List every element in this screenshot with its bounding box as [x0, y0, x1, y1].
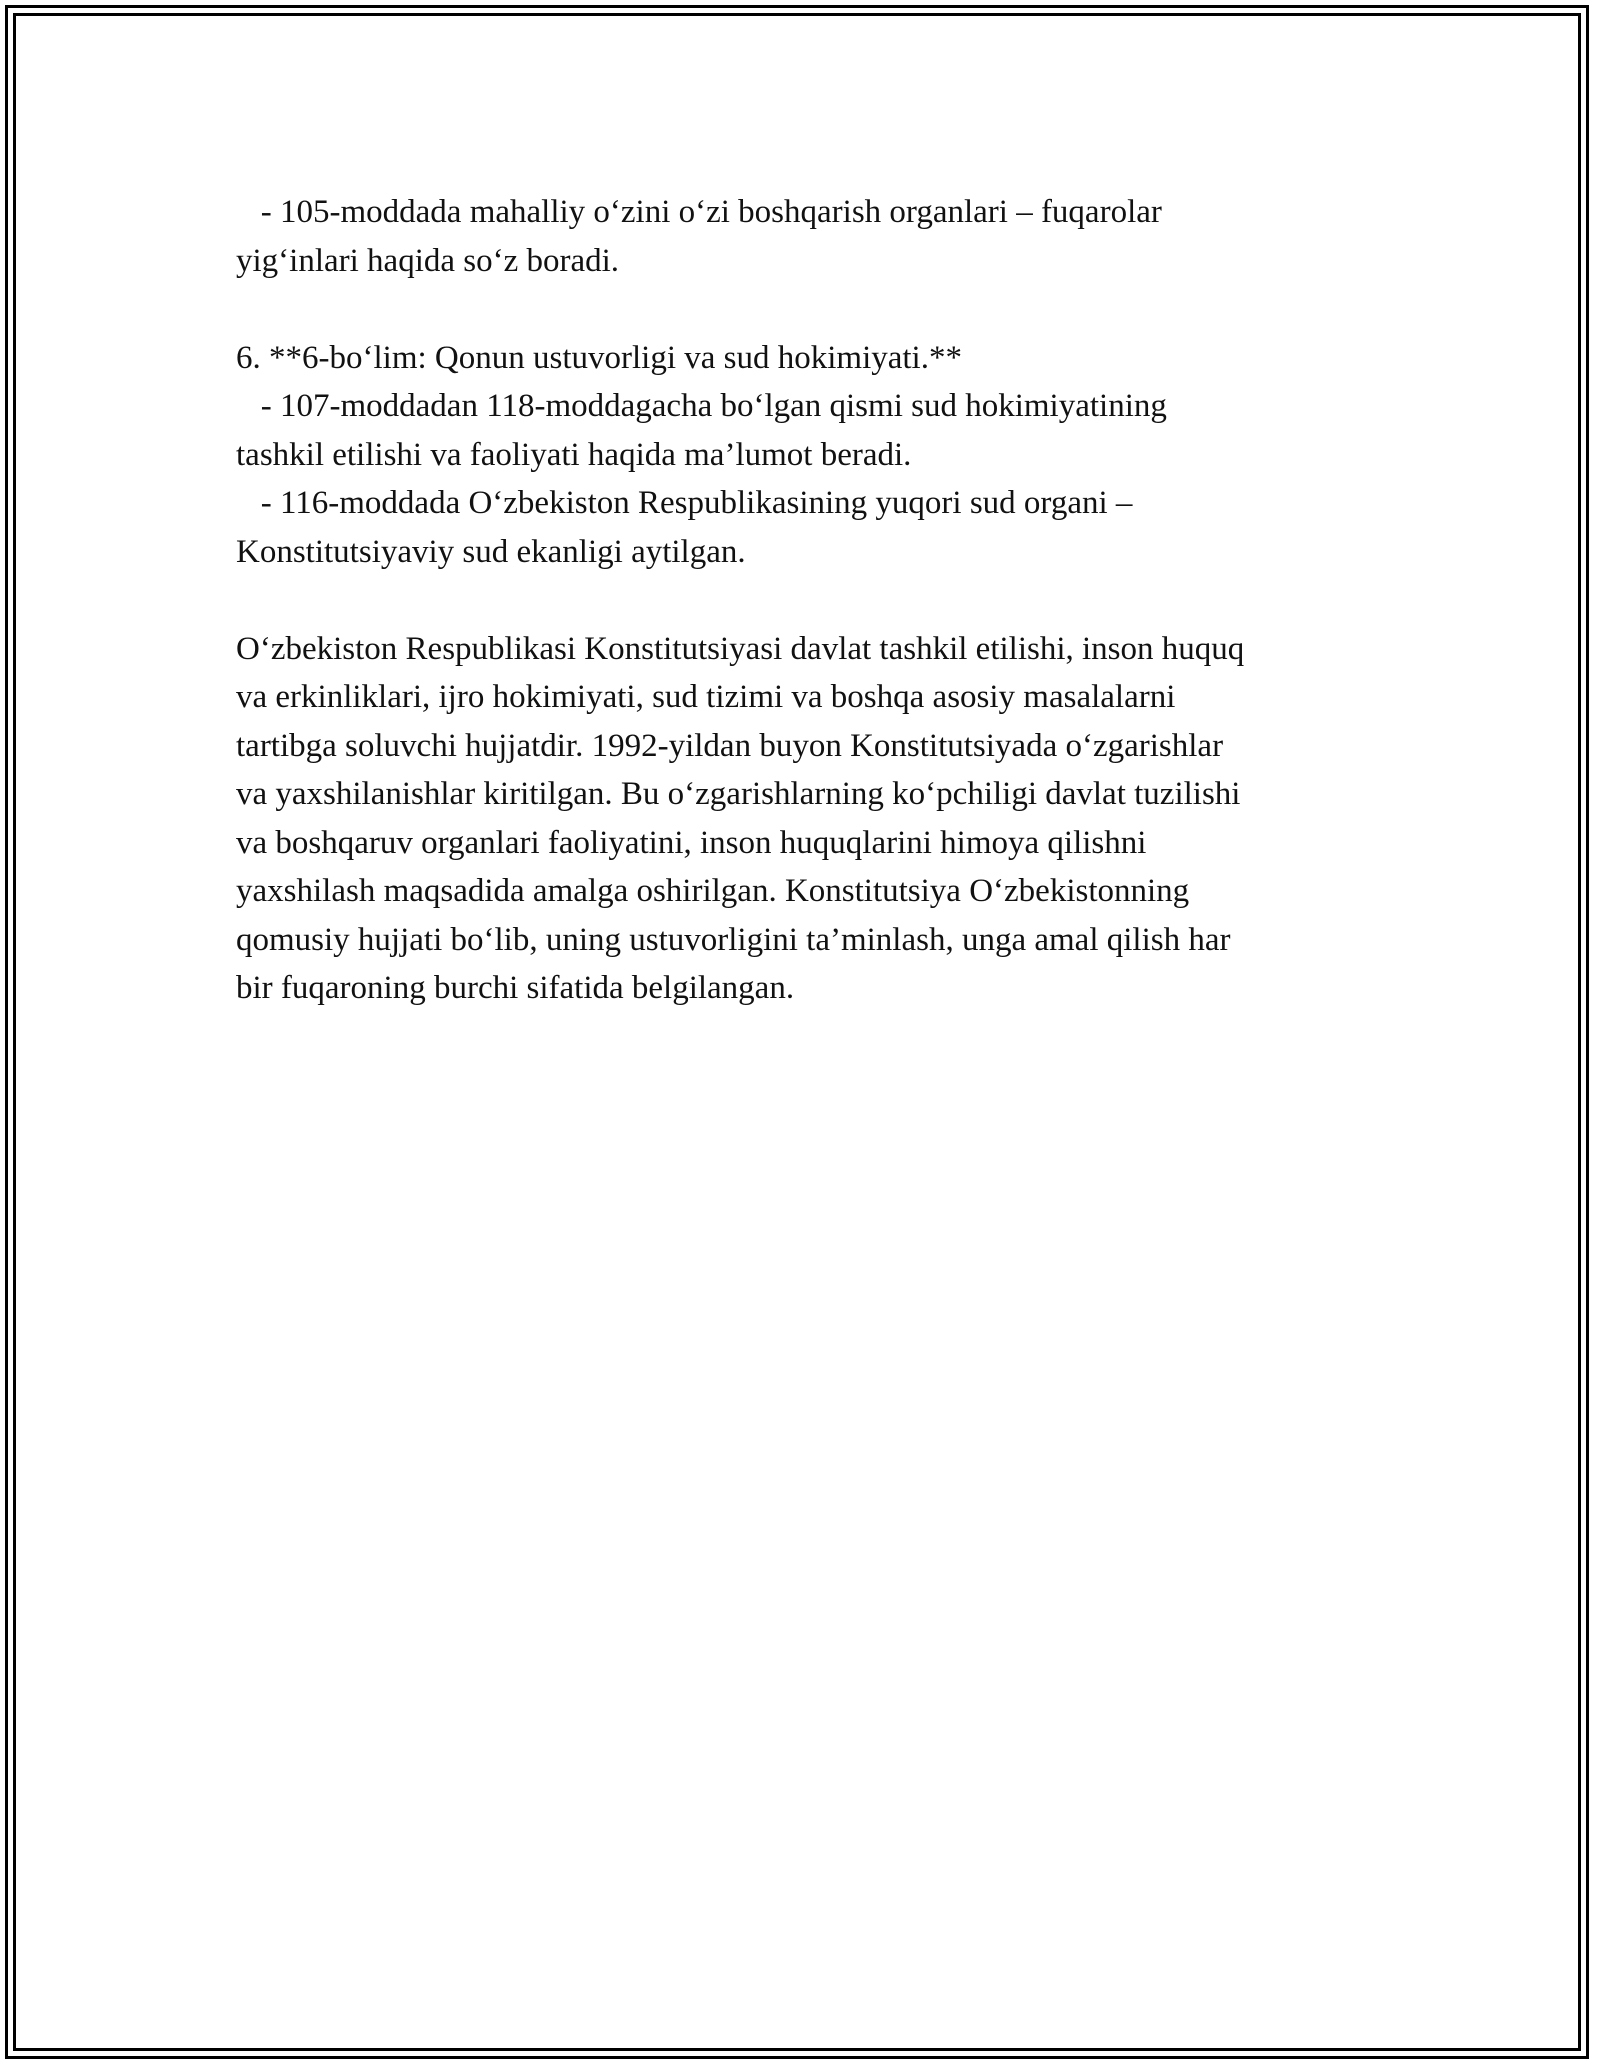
- text-line: qomusiy hujjati bo‘lib, uning ustuvorligini ta’minlash, unga amal qilish har: [236, 921, 1231, 958]
- text-line: tartibga soluvchi hujjatdir. 1992-yildan buyon Konstitutsiyada o‘zgarishlar: [236, 727, 1224, 764]
- text-line: yaxshilash maqsadida amalga oshirilgan. Konstitutsiya O‘zbekistonning: [236, 873, 1190, 909]
- text-line: - 107-moddadan 118-moddagacha bo‘lgan qismi sud hokimiyatining: [236, 388, 1167, 424]
- text-line: yig‘inlari haqida so‘z boradi.: [236, 242, 620, 279]
- paragraph-section-6: [236, 334, 1376, 577]
- text-line: - 116-moddada O‘zbekiston Respublikasining yuqori sud organi –: [236, 485, 1133, 521]
- text-line: va yaxshilanishlar kiritilgan. Bu o‘zgarishlarning ko‘pchiligi davlat tuzilishi: [236, 776, 1241, 812]
- text-line: va boshqaruv organlari faoliyatini, inson huquqlarini himoya qilishni: [236, 824, 1147, 861]
- text-line: Konstitutsiyaviy sud ekanligi aytilgan.: [236, 533, 746, 570]
- section-heading: 6. **6-bo‘lim: Qonun ustuvorligi va sud hokimiyati.**: [236, 339, 962, 376]
- text-line: O‘zbekiston Respublikasi Konstitutsiyasi davlat tashkil etilishi, inson huquq: [236, 630, 1245, 667]
- text-line: va erkinliklari, ijro hokimiyati, sud tizimi va boshqa asosiy masalalarni: [236, 679, 1176, 715]
- text-line: bir fuqaroning burchi sifatida belgilangan.: [236, 970, 795, 1006]
- text-line: tashkil etilishi va faoliyati haqida ma’lumot beradi.: [236, 436, 912, 473]
- paragraph-spacer: [236, 576, 1376, 625]
- text-line: - 105-moddada mahalliy o‘zini o‘zi boshqarish organlari – fuqarolar: [236, 194, 1162, 230]
- paragraph-conclusion: [236, 625, 1376, 1013]
- paragraph-article-105: [236, 188, 1376, 285]
- document-body: [236, 188, 1376, 1013]
- paragraph-spacer: [236, 285, 1376, 334]
